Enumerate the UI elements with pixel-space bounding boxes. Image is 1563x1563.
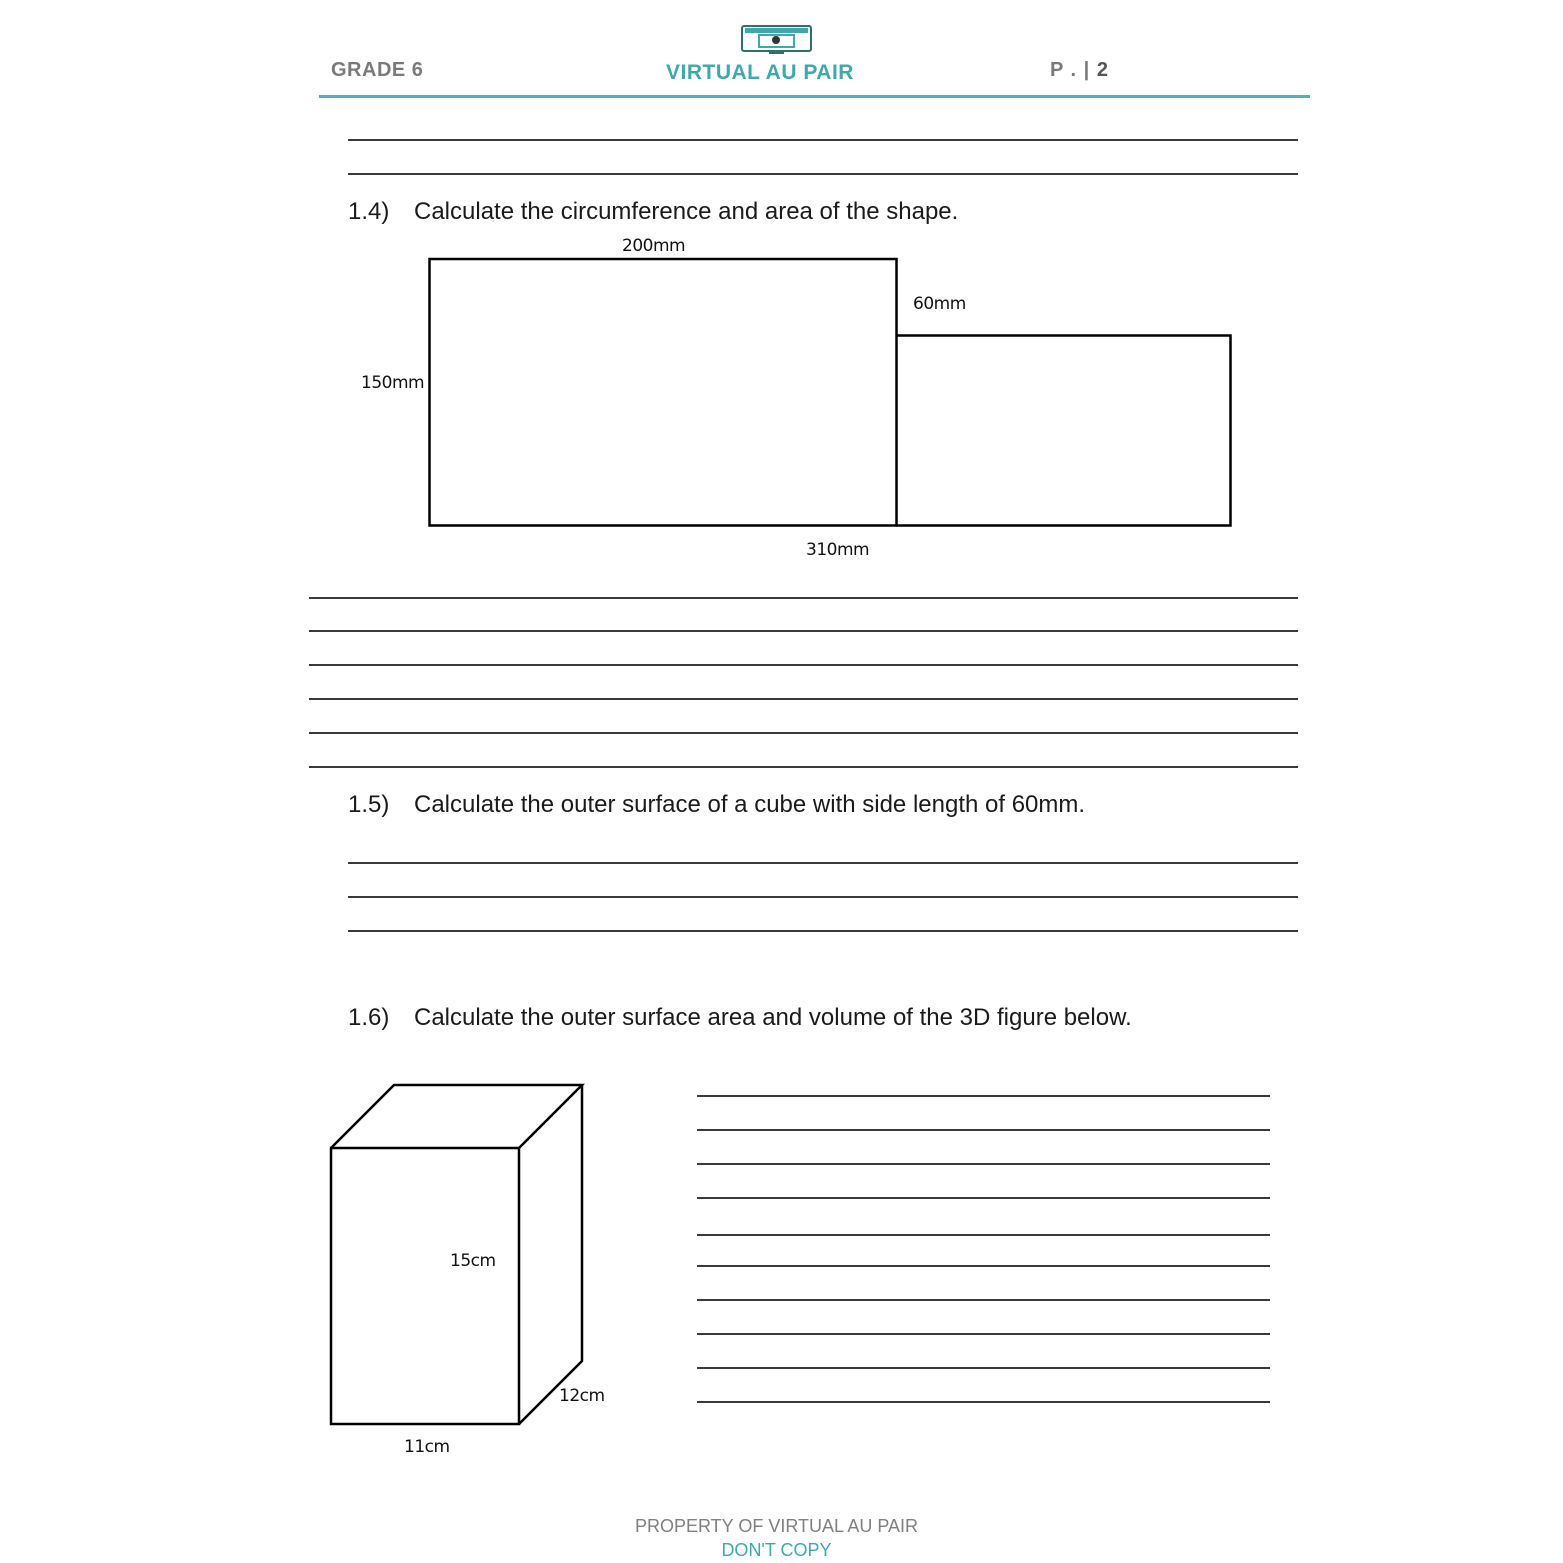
answer-line[interactable] xyxy=(697,1367,1270,1369)
question-number: 1.6) xyxy=(348,1004,390,1031)
prism-top-face xyxy=(331,1085,582,1148)
answer-line[interactable] xyxy=(697,1163,1270,1165)
question-number: 1.4) xyxy=(348,198,390,225)
label-310mm: 310mm xyxy=(806,540,870,560)
question-text: Calculate the outer surface of a cube with side length of 60mm. xyxy=(414,791,1086,818)
question-text: Calculate the circumference and area of the shape. xyxy=(414,198,959,225)
label-11cm: 11cm xyxy=(404,1437,450,1457)
prism-side-face xyxy=(519,1085,582,1424)
page-number: 2 xyxy=(1096,59,1109,81)
grade-label: GRADE 6 xyxy=(331,59,424,81)
label-200mm: 200mm xyxy=(622,236,686,256)
answer-line[interactable] xyxy=(697,1333,1270,1335)
footer-dont-copy: DON'T COPY xyxy=(721,1540,832,1560)
question-text: Calculate the outer surface area and volume of the 3D figure below. xyxy=(414,1004,1132,1031)
answer-line[interactable] xyxy=(697,1234,1270,1236)
brand-title: VIRTUAL AU PAIR xyxy=(666,61,854,84)
answer-line[interactable] xyxy=(697,1401,1270,1403)
label-60mm: 60mm xyxy=(913,294,966,314)
page-prefix: P . | xyxy=(1050,59,1091,81)
answer-line[interactable] xyxy=(697,1197,1270,1199)
prism-front-face xyxy=(331,1148,519,1424)
question-number: 1.5) xyxy=(348,791,390,818)
answer-line[interactable] xyxy=(697,1095,1270,1097)
label-150mm: 150mm xyxy=(361,373,425,393)
answer-line[interactable] xyxy=(697,1265,1270,1267)
footer-property: PROPERTY OF VIRTUAL AU PAIR xyxy=(634,1516,919,1536)
answer-line[interactable] xyxy=(697,1299,1270,1301)
answer-line[interactable] xyxy=(697,1129,1270,1131)
label-15cm: 15cm xyxy=(450,1251,496,1271)
label-12cm: 12cm xyxy=(559,1386,605,1406)
